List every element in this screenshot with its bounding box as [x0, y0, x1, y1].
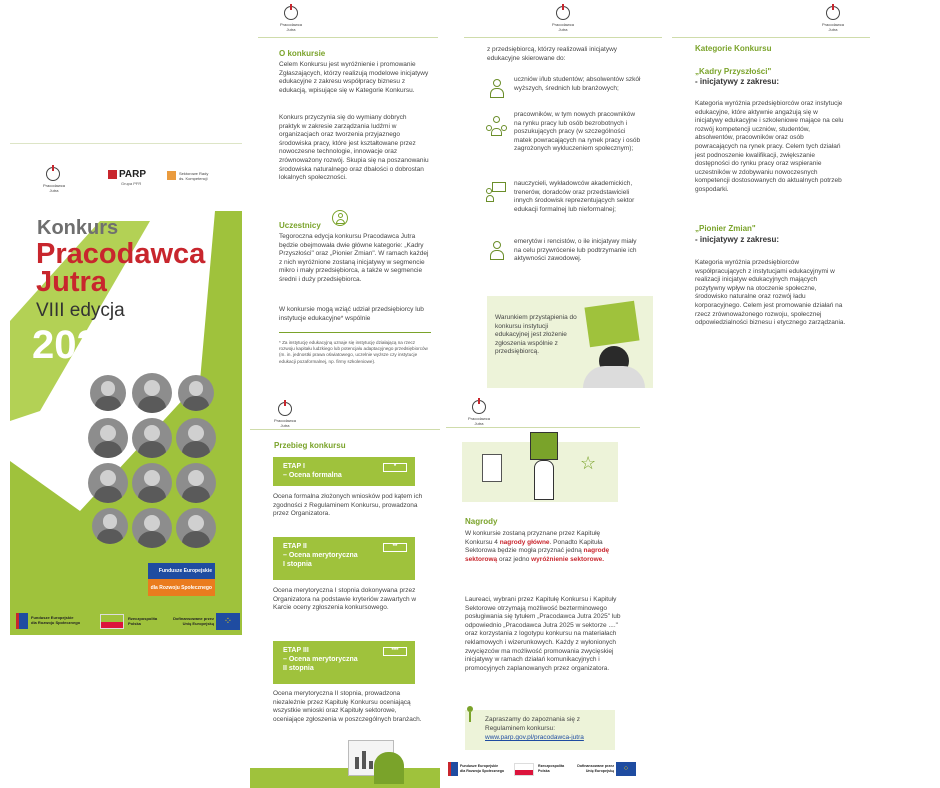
- stage-label1: ETAP II: [283, 543, 307, 550]
- fe-line1: Fundusze Europejskie: [31, 615, 74, 620]
- award-star-icon: ☆: [580, 453, 597, 473]
- footnote-divider: [279, 332, 431, 333]
- cover-title-1: Pracodawca: [36, 238, 206, 270]
- header-line: [250, 429, 440, 430]
- award-person-body: [534, 460, 554, 500]
- logo-line2: Jutra: [286, 26, 296, 32]
- callout-person-body: [583, 366, 645, 388]
- cover-panel: [10, 143, 242, 635]
- eu-flag-icon: ⁘: [216, 613, 240, 630]
- cover-logo: [40, 163, 68, 195]
- funds-line1: Fundusze Europejskie: [148, 563, 215, 579]
- parp-logo: [108, 169, 156, 189]
- photo-person: [88, 463, 128, 503]
- participants-p2: W konkursie mogą wziąć udział przedsiębiorcy lub instytucje edukacyjne* wspólnie: [279, 306, 424, 322]
- panel-targets: [464, 0, 662, 392]
- eu-line2: Unię Europejską: [585, 768, 614, 773]
- sector-council-icon: [167, 171, 176, 180]
- participants-title: Uczestnicy: [279, 221, 321, 230]
- participants-p1: Tegoroczna edycja konkursu Pracodawca Jutra będzie obejmowała dwie główne kategorie: „Kadry Przyszłości" oraz „Pionier Zmian". W ramach każdej z nich wyróżnione zostaną inicjatywy w segmencie mikro i mały przedsiębiorca, a także w segmencie średni i duży przedsiębiorca.: [279, 233, 429, 283]
- stage-desc-1: Ocena formalna złożonych wniosków pod kątem ich zgodności z Regulaminem Konkursu, prowadzona przez Organizatora.: [273, 493, 423, 518]
- eu-line1: Dofinansowane przez: [577, 764, 614, 768]
- cat1-name: „Kadry Przyszłości": [695, 67, 772, 76]
- teacher-icon: [486, 182, 508, 202]
- cover-edition: VIII edycja: [36, 300, 125, 321]
- target-item: [484, 76, 659, 108]
- workers-icon: [486, 116, 508, 136]
- about-p1: Celem Konkursu jest wyróżnienie i promowanie Zgłaszających, którzy realizują modelowe inicjatywy edukacyjne z zakresu współpracy biznesu z edukacją, wpisujące się w Kategorie Konkursu.: [279, 61, 429, 94]
- fe-line2: dla Rozwoju Społecznego: [460, 768, 505, 773]
- logo-mark-icon: [556, 6, 570, 20]
- photo-person: [88, 418, 128, 458]
- panel-categories: [672, 0, 870, 392]
- logo-line1: Pracodawca: [552, 22, 575, 27]
- logo-mark-icon: [46, 167, 60, 181]
- photo-person: [176, 463, 216, 503]
- logo-line2: Jutra: [474, 420, 484, 426]
- stage-label2: – Ocena merytoryczna: [283, 552, 358, 559]
- rp-line2: Polska: [538, 768, 550, 773]
- stage-label2: – Ocena formalna: [283, 472, 342, 479]
- cover-funds-badge: [148, 563, 215, 596]
- cover-year: 2025: [32, 323, 121, 367]
- awards-p1-e: oraz jedno: [497, 555, 532, 563]
- regulations-link[interactable]: www.parp.gov.pl/pracodawca-jutra: [485, 734, 584, 741]
- awards-p1-d: nagrodę sektorową: [465, 547, 610, 563]
- stage-box-3: [273, 641, 415, 684]
- fe-logo-icon: [448, 762, 458, 776]
- rp-line1: Rzeczpospolita: [128, 616, 158, 621]
- photo-person: [132, 463, 172, 503]
- panel-process: [250, 396, 440, 788]
- stage-label1: ETAP III: [283, 647, 309, 654]
- target-text: emerytów i rencistów, o ile inicjatywy miały na celu przywrócenie lub podtrzymanie ich aktywności zawodowej.: [514, 238, 637, 263]
- logo-line1: Pracodawca: [43, 183, 66, 188]
- logo-line2: Jutra: [280, 422, 290, 428]
- target-text: pracowników, w tym nowych pracowników na rynku pracy lub osób bezrobotnych i poszukujących pracy (w szczególności matek powracających na rynek pracy i osób zagrożonych wykluczeniem społecznym);: [514, 111, 641, 153]
- stage-box-2: [273, 537, 415, 580]
- cover-konkurs: Konkurs: [37, 217, 119, 239]
- stage-label1: ETAP I: [283, 463, 305, 470]
- cat2-text: Kategoria wyróżnia przedsiębiorców współpracujących z instytucjami edukacyjnymi w realizacji inicjatyw edukacyjnych mających pozytywny wpływ na otoczenie społeczne, środowisko naturalne oraz rozwój ładu korporacyjnego. Celem jest promowanie działań na rzecz zrównoważonego rozwoju, społecznej odpowiedzialności biznesu i etycznego zarządzania.: [695, 259, 846, 327]
- senior-icon: [488, 241, 506, 261]
- stage-box-1: [273, 457, 415, 486]
- awards-p1-c: . Ponadto Kapituła Sektorowa będzie mogła przyznać jedną: [465, 538, 603, 555]
- pin-stem: [469, 712, 471, 722]
- awards-p1-b: nagrody główne: [499, 538, 550, 546]
- award-person-illustration: [530, 432, 558, 460]
- cover-footer-logos: [16, 611, 242, 633]
- panel-awards: [446, 396, 640, 788]
- sector-line1: Sektorowe Rady: [179, 171, 209, 176]
- stage-label2: – Ocena merytoryczna: [283, 656, 358, 663]
- awards-illustration: [462, 442, 618, 502]
- header-line: [672, 37, 870, 38]
- photo-person: [132, 508, 172, 548]
- logo-line2: Jutra: [49, 187, 59, 193]
- logo-mark-icon: [826, 6, 840, 20]
- rp-line2: Polska: [128, 621, 141, 626]
- eu-flag-icon: ⁘: [616, 762, 636, 776]
- logo-mark-icon: [284, 6, 298, 20]
- callout-text: Warunkiem przystąpienia do konkursu instytucji edukacyjnej jest złożenie zgłoszenia wspólnie z przedsiębiorcą.: [495, 314, 577, 356]
- logo-line1: Pracodawca: [274, 418, 297, 423]
- logo-line1: Pracodawca: [468, 416, 491, 421]
- parp-title: PARP: [119, 169, 147, 180]
- logo-line1: Pracodawca: [822, 22, 845, 27]
- fe-line2: dla Rozwoju Społecznego: [31, 620, 81, 625]
- cover-top-line: [10, 143, 242, 144]
- pl-flag-icon: [514, 763, 534, 776]
- process-bottom-band: [250, 768, 440, 788]
- target-text: uczniów i/lub studentów; absolwentów szkół wyższych, średnich lub branżowych;: [514, 76, 641, 92]
- rp-line1: Rzeczpospolita: [538, 764, 565, 768]
- pl-flag-icon: [100, 614, 124, 629]
- sector-line2: ds. Kompetencji: [179, 176, 208, 181]
- process-person-illustration: [374, 752, 404, 784]
- stage-stars: **: [383, 543, 407, 552]
- photo-person: [90, 375, 126, 411]
- logo-line2: Jutra: [558, 26, 568, 32]
- cover-title-2: Jutra: [36, 266, 107, 298]
- participants-footnote: * Za instytucję edukacyjną uznaje się instytucję działającą na rzecz rozwoju kapitału ludzkiego lub potencjału adaptacyjnego przedsiębiorców (m. in. jednostki prawa oświatowego, uczelnie wyższe czy instytucje edukacji pozaformalnej, np. firmy szkoleniowe).: [279, 340, 428, 364]
- target-item: [484, 238, 659, 280]
- logo-line2: Jutra: [828, 26, 838, 32]
- target-text: nauczycieli, wykładowców akademickich, trenerów, doradców oraz przedstawicieli innych środowisk reprezentujących sektor edukacji formalnej lub nieformalnej;: [514, 180, 635, 213]
- process-title: Przebieg konkursu: [274, 441, 346, 450]
- callout-document-illustration: [584, 301, 639, 348]
- panel-logo: [552, 4, 574, 32]
- funds-line2: dla Rozwoju Społecznego: [148, 579, 215, 596]
- stage-stars: *: [383, 463, 407, 472]
- cover-photo-grid: [88, 373, 238, 553]
- cat2-name: „Pionier Zmian": [695, 224, 756, 233]
- target-item: [484, 180, 659, 232]
- target-item: [484, 111, 659, 175]
- fe-logo-icon: [16, 613, 28, 629]
- photo-person: [176, 418, 216, 458]
- photo-person: [92, 508, 128, 544]
- panel-logo: [468, 398, 490, 426]
- header-line: [464, 37, 662, 38]
- targets-callout: [487, 296, 653, 388]
- awards-p2: Laureaci, wybrani przez Kapitułę Konkursu i Kapituły Sektorowe otrzymają możliwość bezterminowego posługiwania się tytułem „Pracodawca Jutra 2025" lub odpowiednio „Pracodawca Jutra 2025 w sektorze ...." oraz korzystania z logotypu konkursu na materiałach reklamowych i wizerunkowych. Każdy z wyłonionych zwycięzców ma możliwość promowania zwycięskiej inicjatywy w ramach działań komunikacyjnych i promocyjnych zaplanowanych przez organizatora.: [465, 596, 621, 672]
- stage-stars: ***: [383, 647, 407, 656]
- logo-mark-icon: [472, 400, 486, 414]
- cat2-sub: - inicjatywy z zakresu:: [695, 235, 780, 244]
- header-line: [258, 37, 438, 38]
- parp-icon: [108, 170, 117, 179]
- parp-sub: Grupa PFR: [121, 181, 142, 186]
- photo-person: [132, 373, 172, 413]
- panel-logo: [274, 400, 296, 428]
- panel-about: [258, 0, 438, 392]
- stage-desc-2: Ocena merytoryczna I stopnia dokonywana przez Organizatora na podstawie kryteriów zawartych w Karcie oceny zgłoszenia konkursowego.: [273, 587, 417, 612]
- logo-mark-icon: [278, 402, 292, 416]
- photo-person: [132, 418, 172, 458]
- awards-p1: [465, 530, 621, 564]
- person-icon: [332, 210, 348, 226]
- cat1-text: Kategoria wyróżnia przedsiębiorców oraz instytucje edukacyjne, które aktywnie angażują się w inicjatywy edukacyjne i szkoleniowe mające na celu rozwój kompetencji uczniów, studentów, absolwentów, pracowników oraz osób powracających na rynek pracy. Celem tych działań jest podnoszenie kwalifikacji, zwiększanie dostępności do rynku pracy oraz wspieranie uczestników w zdobywaniu nowoczesnych kompetencji dostosowanych do aktualnych potrzeb gospodarki.: [695, 100, 844, 193]
- awards-p1-f: wyróżnienie sektorowe.: [531, 555, 605, 563]
- award-document-icon: [482, 454, 502, 482]
- students-icon: [488, 79, 506, 99]
- panel-logo: [280, 4, 302, 32]
- awards-invite-box: [465, 710, 615, 750]
- stage-label3: I stopnia: [283, 561, 312, 568]
- eu-line1: Dofinansowane przez: [173, 616, 214, 621]
- header-line: [446, 427, 640, 428]
- awards-title: Nagrody: [465, 517, 498, 526]
- awards-p1-a: W konkursie zostaną przyznane przez Kapitułę Konkursu 4: [465, 530, 601, 546]
- logo-line1: Pracodawca: [280, 22, 303, 27]
- about-title: O konkursie: [279, 49, 326, 58]
- stage-label3: II stopnia: [283, 665, 314, 672]
- stage-desc-3: Ocena merytoryczna II stopnia, prowadzona niezależnie przez Kapitułę Konkursu oceniającą wszystkie wnioski oraz Kapituły sektorowe, oceniające zgłoszenia w poszczególnych branżach.: [273, 690, 422, 723]
- photo-person: [178, 375, 214, 411]
- cat1-sub: - inicjatywy z zakresu:: [695, 77, 780, 86]
- awards-footer-logos: [448, 760, 638, 780]
- photo-person: [176, 508, 216, 548]
- panel-logo: [822, 4, 844, 32]
- about-p2: Konkurs przyczynia się do wymiany dobrych praktyk w zakresie zarządzania ludźmi w organizacjach oraz tworzenia przyjaznego środowiska pracy, które jest kształtowane przez nowoczesne technologie, innowacje oraz zrównoważony rozwój. Skupia się na poszanowaniu środowiska naturalnego oraz dbałości o dobrostan lokalnych społeczności.: [279, 114, 429, 182]
- targets-intro: z przedsiębiorcą, którzy realizowali inicjatywy edukacyjne skierowane do:: [487, 46, 618, 62]
- categories-title: Kategorie Konkursu: [695, 44, 772, 53]
- sector-council-logo: [167, 170, 227, 184]
- fe-line1: Fundusze Europejskie: [460, 764, 499, 768]
- invite-text: Zapraszamy do zapoznania się z Regulaminem konkursu:: [485, 716, 581, 732]
- eu-line2: Unię Europejską: [182, 621, 214, 626]
